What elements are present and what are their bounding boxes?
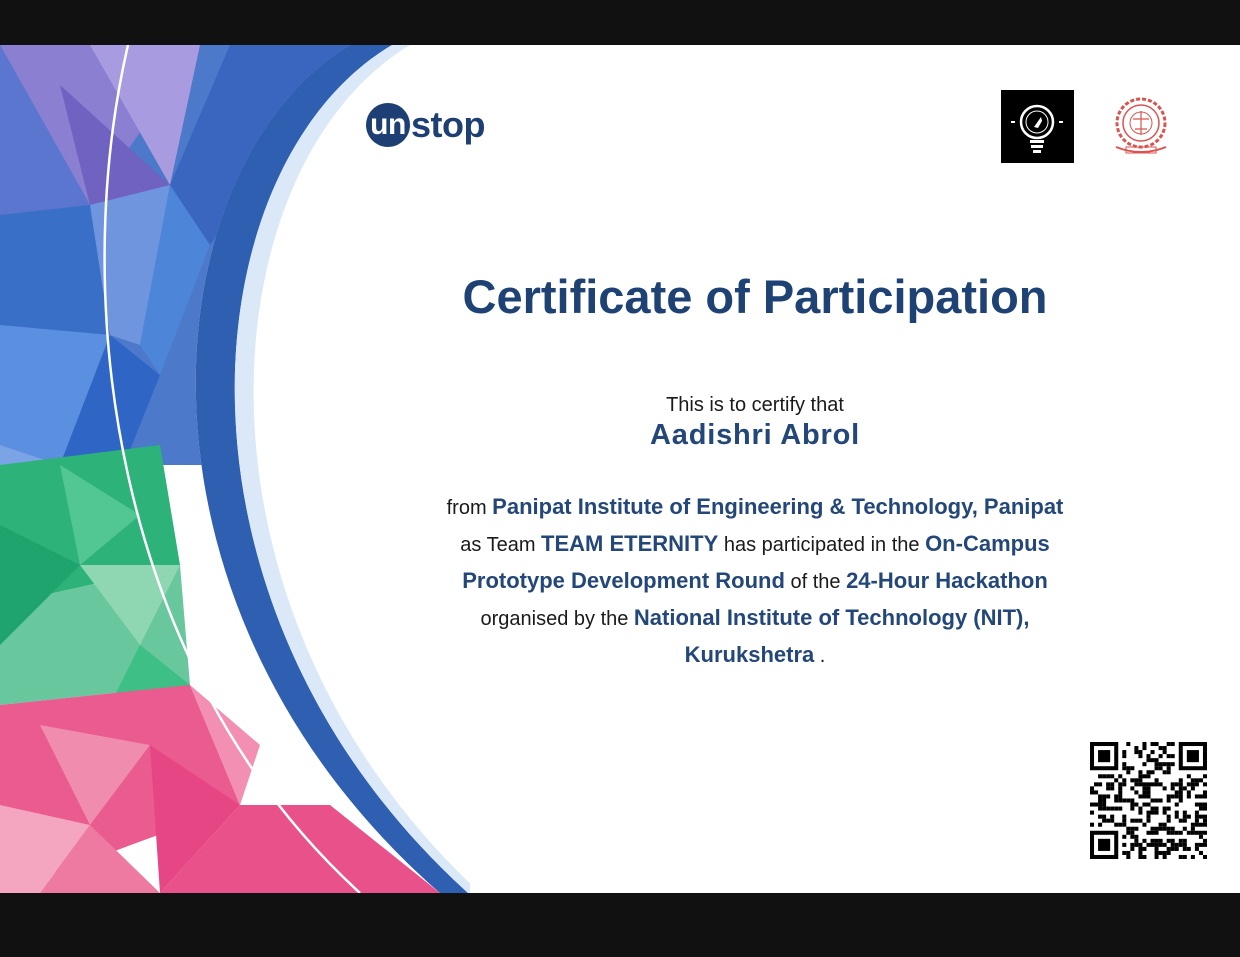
bulb-rocket-logo (1001, 90, 1074, 163)
body-text-participated: has participated in the (718, 534, 926, 556)
team-name: TEAM ETERNITY (541, 531, 719, 556)
certify-intro: This is to certify that (666, 394, 844, 416)
body-text-team: as Team (460, 534, 542, 556)
certificate-body (445, 489, 1065, 674)
certificate-title: Certificate of Participation (462, 270, 1048, 323)
institute-seal-logo (1108, 95, 1174, 159)
round-name: On-Campus Prototype Development Round (462, 531, 1050, 593)
body-text-from: from (446, 497, 493, 519)
recipient-name: Aadishri Abrol (650, 419, 860, 451)
geometric-side-art (0, 45, 470, 893)
verification-qr-code (1090, 742, 1207, 859)
certificate (0, 45, 1240, 893)
body-text-end: . (814, 645, 826, 667)
college-name: Panipat Institute of Engineering & Technology, Panipat (492, 494, 1064, 519)
lightbulb-rocket-icon (1001, 90, 1074, 163)
unstop-logo-text: stop (411, 104, 485, 145)
unstop-logo (366, 103, 485, 147)
event-name: 24-Hour Hackathon (846, 568, 1048, 593)
unstop-logo-badge: un (366, 103, 410, 147)
body-text-of: of the (784, 571, 847, 593)
organizer-name: National Institute of Technology (NIT), Kurukshetra (633, 605, 1030, 667)
body-text-organised: organised by the (480, 608, 634, 630)
